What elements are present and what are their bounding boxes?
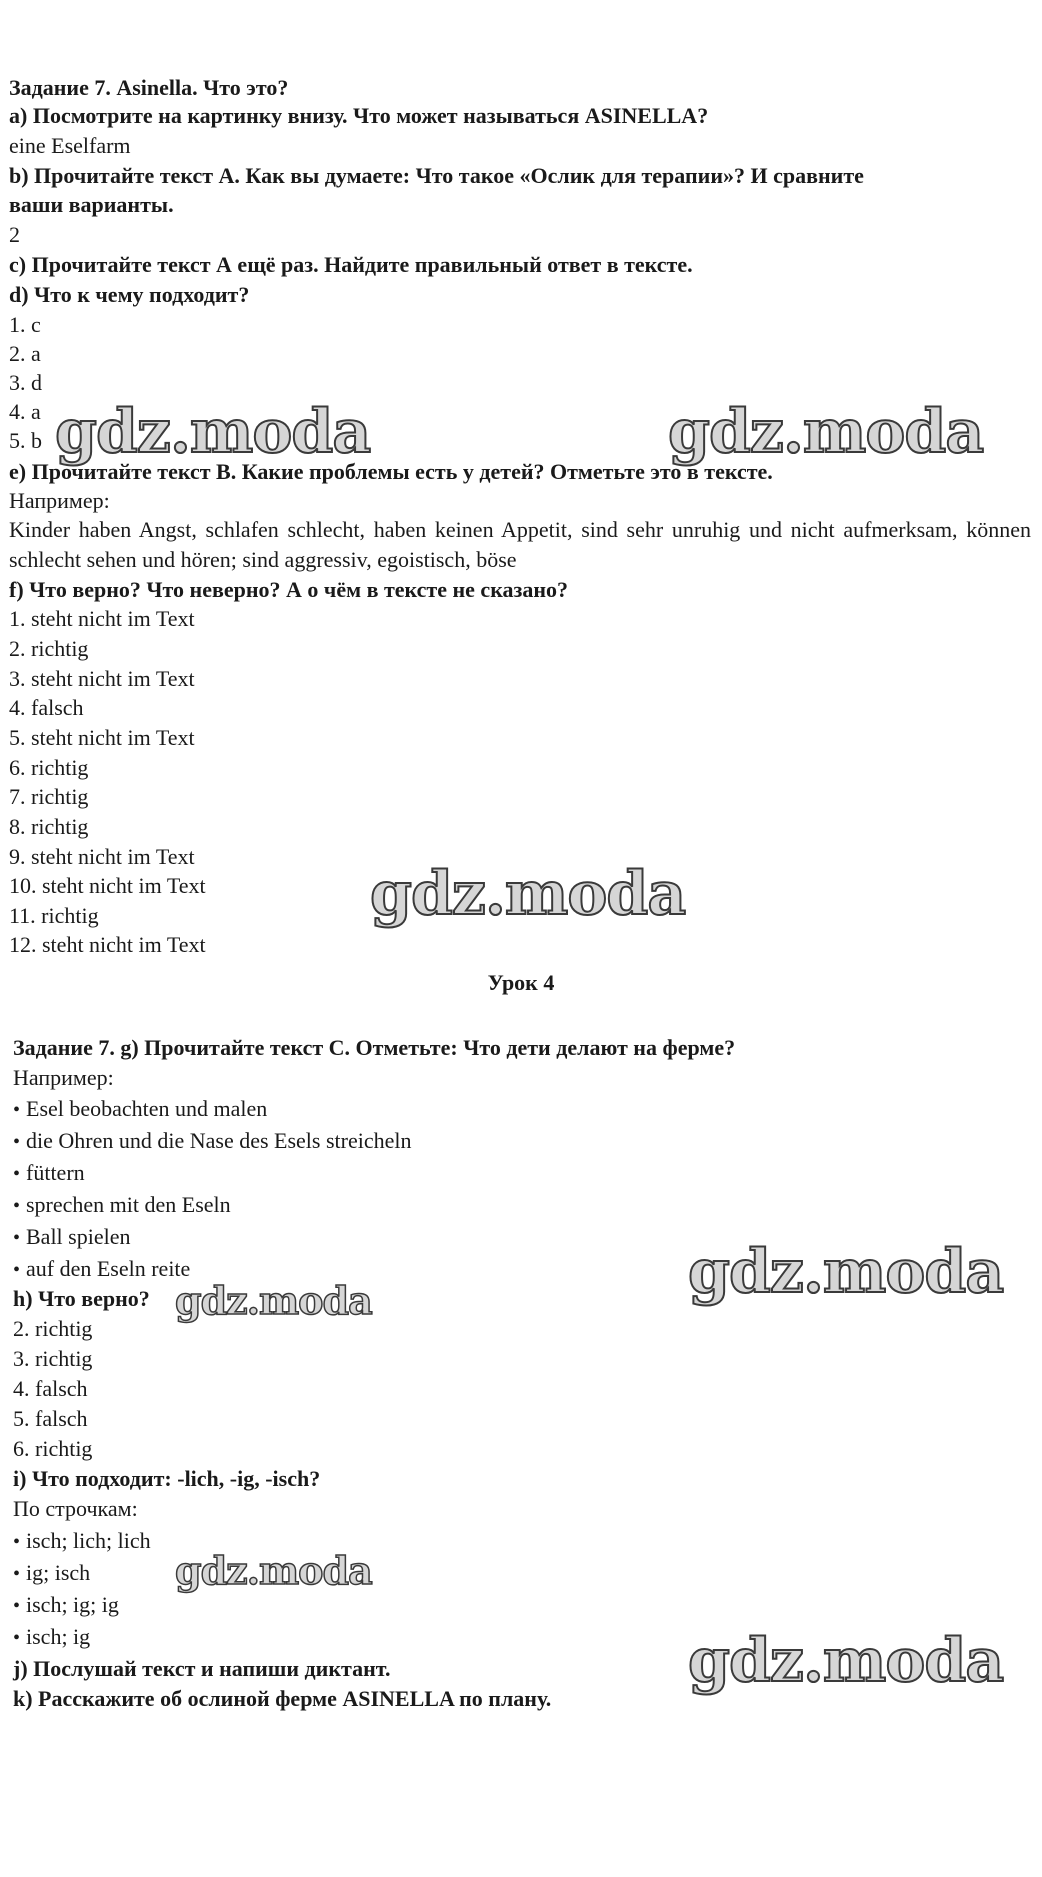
- question-c: c) Прочитайте текст А ещё раз. Найдите правильный ответ в тексте.: [9, 252, 693, 277]
- answer-d-item: 3. d: [9, 370, 42, 395]
- watermark: gdz.moda: [55, 397, 371, 467]
- list-item: • füttern: [13, 1158, 85, 1189]
- list-item: • ig; isch: [13, 1558, 90, 1589]
- question-g: Задание 7. g) Прочитайте текст С. Отметьте: Что дети делают на ферме?: [13, 1035, 736, 1060]
- question-b-line2: ваши варианты.: [9, 192, 174, 217]
- answer-h-item: 2. richtig: [13, 1316, 93, 1341]
- question-d: d) Что к чему подходит?: [9, 282, 250, 307]
- answer-f-item: 6. richtig: [9, 755, 89, 780]
- answer-f-item: 5. steht nicht im Text: [9, 725, 195, 750]
- task-title: Задание 7. Asinella. Что это?: [9, 75, 289, 100]
- answer-f-item: 3. steht nicht im Text: [9, 666, 195, 691]
- answer-d-item: 2. a: [9, 341, 41, 366]
- example-label: Например:: [9, 488, 110, 513]
- question-i: i) Что подходит: -lich, -ig, -isch?: [13, 1466, 321, 1491]
- answer-e-paragraph: Kinder haben Angst, schlafen schlecht, haben keinen Appetit, sind sehr unruhig und nicht aufmerksam, können schlecht sehen und hören; sind aggressiv, egoistisch, böse: [9, 517, 1031, 572]
- answer-h-item: 4. falsch: [13, 1376, 88, 1401]
- answer-b: 2: [9, 222, 20, 247]
- answer-f-item: 11. richtig: [9, 903, 99, 928]
- list-item: • Esel beobachten und malen: [13, 1094, 267, 1125]
- question-k: k) Расскажите об ослиной ферме ASINELLA по плану.: [13, 1686, 552, 1711]
- question-a: a) Посмотрите на картинку внизу. Что может называться ASINELLA?: [9, 103, 709, 128]
- answer-d-item: 5. b: [9, 428, 42, 453]
- list-item: • isch; lich; lich: [13, 1526, 151, 1557]
- answer-f-item: 10. steht nicht im Text: [9, 873, 206, 898]
- answer-f-item: 8. richtig: [9, 814, 89, 839]
- answer-h-item: 3. richtig: [13, 1346, 93, 1371]
- answer-f-item: 1. steht nicht im Text: [9, 606, 195, 631]
- watermark: gdz.moda: [668, 397, 984, 467]
- list-item: • auf den Eseln reite: [13, 1254, 190, 1285]
- watermark: gdz.moda: [688, 1237, 1004, 1307]
- question-b-line1: b) Прочитайте текст А. Как вы думаете: Что такое «Ослик для терапии»? И сравните: [9, 163, 864, 188]
- rows-label: По строчкам:: [13, 1496, 138, 1521]
- question-e: e) Прочитайте текст В. Какие проблемы есть у детей? Отметьте это в тексте.: [9, 459, 773, 484]
- list-item: • isch; ig; ig: [13, 1590, 119, 1621]
- answer-f-item: 12. steht nicht im Text: [9, 932, 206, 957]
- list-item: • sprechen mit den Eseln: [13, 1190, 231, 1221]
- list-item: • die Ohren und die Nase des Esels streicheln: [13, 1126, 412, 1157]
- question-f: f) Что верно? Что неверно? А о чём в тексте не сказано?: [9, 577, 569, 602]
- answer-f-item: 9. steht nicht im Text: [9, 844, 195, 869]
- answer-d-item: 1. c: [9, 312, 41, 337]
- list-item: • isch; ig: [13, 1622, 90, 1653]
- question-j: j) Послушай текст и напиши диктант.: [13, 1656, 391, 1681]
- question-h: h) Что верно?: [13, 1286, 150, 1311]
- answer-f-item: 7. richtig: [9, 784, 89, 809]
- watermark: gdz.moda: [175, 1278, 372, 1323]
- answer-h-item: 6. richtig: [13, 1436, 93, 1461]
- list-item: • Ball spielen: [13, 1222, 130, 1253]
- example-label: Например:: [13, 1065, 114, 1090]
- lesson-heading: Урок 4: [487, 970, 555, 995]
- answer-f-item: 4. falsch: [9, 695, 84, 720]
- answer-a: eine Eselfarm: [9, 133, 131, 158]
- answer-h-item: 5. falsch: [13, 1406, 88, 1431]
- watermark: gdz.moda: [688, 1626, 1004, 1696]
- answer-f-item: 2. richtig: [9, 636, 89, 661]
- watermark: gdz.moda: [175, 1548, 372, 1593]
- watermark: gdz.moda: [370, 859, 686, 929]
- answer-d-item: 4. a: [9, 399, 41, 424]
